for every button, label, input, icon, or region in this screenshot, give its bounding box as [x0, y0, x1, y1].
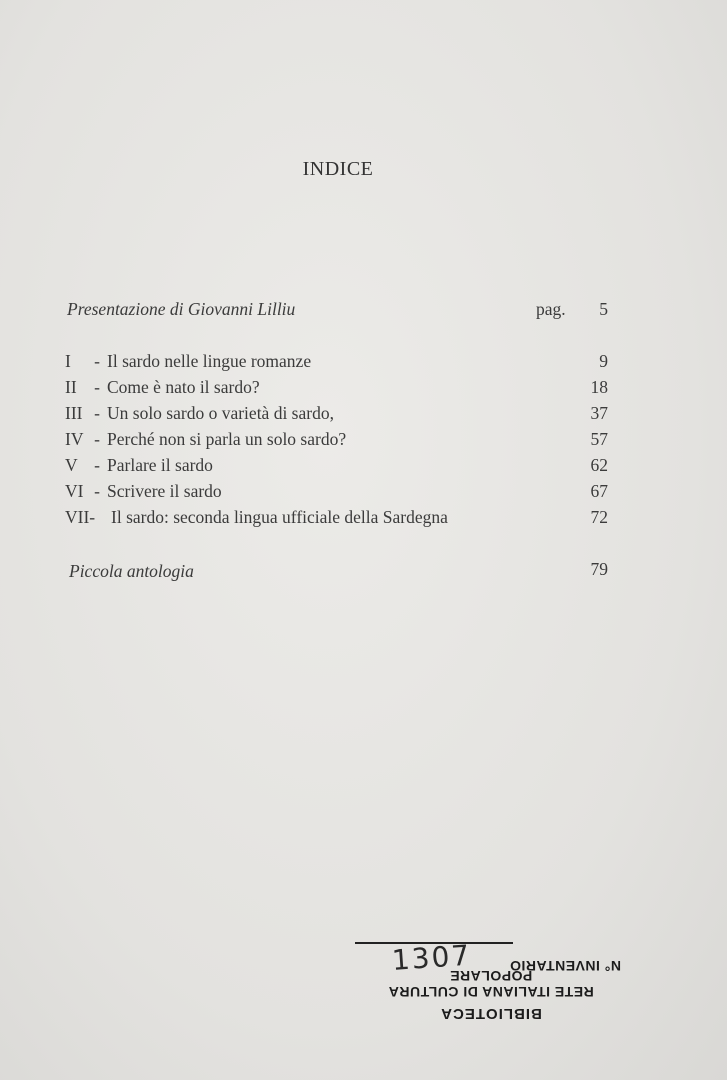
chapter-title: Il sardo nelle lingue romanze — [107, 351, 312, 371]
stamp-network-name: RETE ITALIANA DI CULTURA POPOLARE — [388, 968, 594, 1000]
toc-entry — [65, 351, 311, 372]
chapter-title: Il sardo: seconda lingua ufficiale della Sardegna — [111, 507, 448, 527]
chapter-page-number: 67 — [590, 481, 608, 501]
intro-entry-title: Presentazione di Giovanni Lilliu — [67, 299, 296, 319]
toc-entry — [65, 481, 222, 502]
stamp-inventory-label: N° INVENTARIO — [509, 958, 621, 974]
chapter-number: V — [65, 455, 78, 475]
toc-entry — [65, 429, 346, 450]
chapter-title: Un solo sardo o varietà di sardo, — [107, 403, 334, 423]
toc-entry — [65, 507, 448, 528]
chapter-title: Scrivere il sardo — [107, 481, 222, 501]
handwritten-inventory-number: 1307 — [390, 938, 473, 977]
stamp-library-name: BIBLIOTECA — [440, 1005, 542, 1022]
toc-entry — [65, 377, 260, 398]
chapter-number: VII- — [65, 507, 96, 527]
toc-entry — [65, 403, 334, 424]
chapter-number: IV — [65, 429, 84, 449]
chapter-page-number: 62 — [590, 455, 608, 475]
chapter-page-number: 9 — [599, 351, 608, 371]
chapter-number: VI — [65, 481, 84, 501]
chapter-separator: - — [94, 429, 100, 449]
chapter-page-number: 18 — [590, 377, 608, 397]
intro-pag-label: pag. — [536, 299, 566, 319]
chapter-number: II — [65, 377, 77, 397]
chapter-page-number: 37 — [590, 403, 608, 423]
anthology-entry-title: Piccola antologia — [69, 561, 194, 581]
chapter-separator: - — [94, 481, 100, 501]
chapter-separator: - — [94, 351, 100, 371]
chapter-separator: - — [94, 377, 100, 397]
chapter-separator: - — [94, 403, 100, 423]
page-title: INDICE — [302, 158, 374, 180]
chapter-separator: - — [94, 455, 100, 475]
chapter-title: Parlare il sardo — [107, 455, 213, 475]
chapter-page-number: 57 — [590, 429, 608, 449]
chapter-number: I — [65, 351, 71, 371]
intro-page-number: 5 — [599, 299, 608, 319]
toc-entry — [65, 455, 213, 476]
chapter-page-number: 72 — [590, 507, 608, 527]
chapter-title: Perché non si parla un solo sardo? — [107, 429, 347, 449]
chapter-title: Come è nato il sardo? — [107, 377, 260, 397]
chapter-number: III — [65, 403, 83, 423]
anthology-page-number: 79 — [590, 559, 608, 579]
